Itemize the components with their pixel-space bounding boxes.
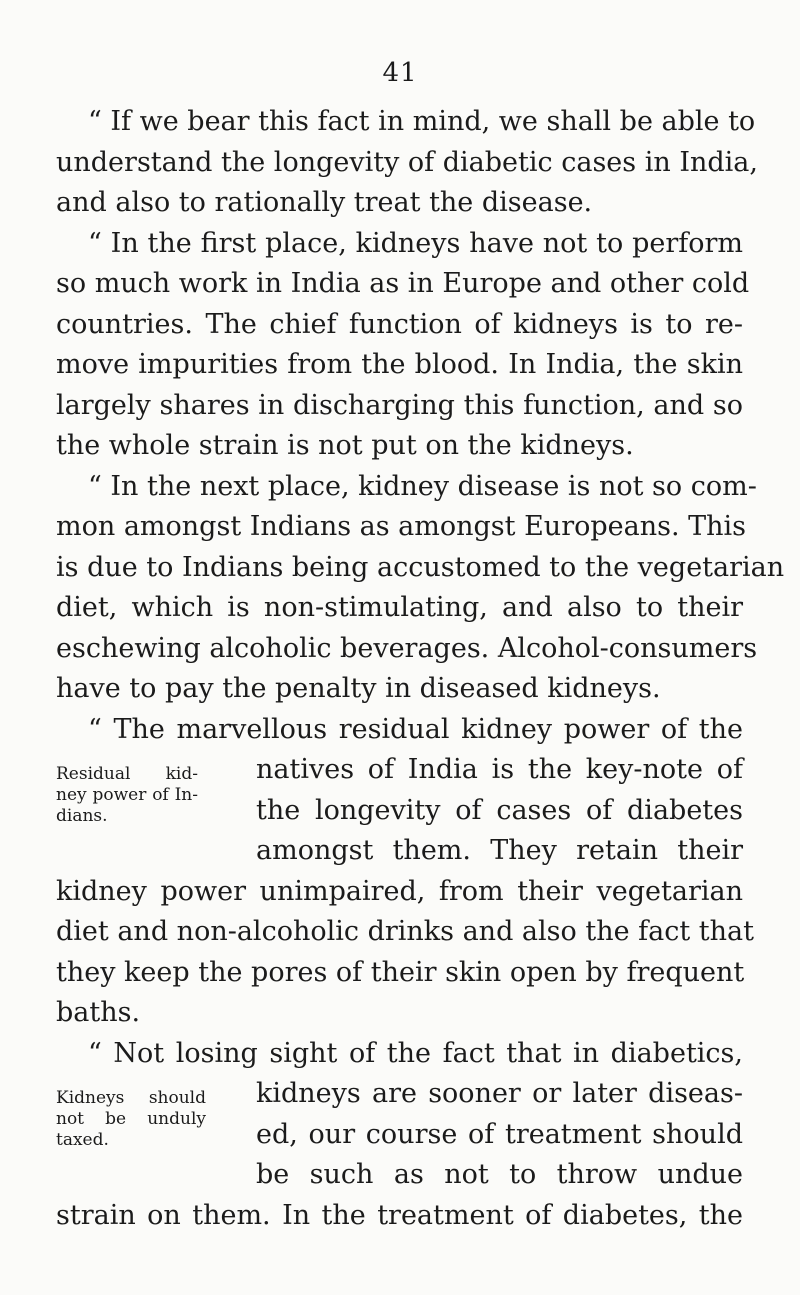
page-number: 41 [382, 58, 418, 88]
text-line: diet and non-alcoholic drinks and also the fact that [56, 916, 754, 947]
text-line: natives of India is the key-note of [256, 754, 743, 785]
text-line: ed, our course of treatment should [256, 1118, 743, 1150]
margin-note-line: taxed. [56, 1130, 109, 1150]
margin-note-kidneys-should-not-be-taxed [56, 1088, 206, 1151]
text-line: so much work in India as in Europe and other cold [56, 268, 750, 299]
text-line: amongst them. They retain their [256, 835, 743, 866]
text-line: largely shares in discharging this function, and so [56, 389, 743, 421]
margin-note-line: dians. [56, 806, 108, 826]
text-line: is due to Indians being accustomed to the vegetarian [56, 551, 785, 583]
text-line: “ In the next place, kidney disease is not so com- [88, 470, 757, 502]
text-line: “ The marvellous residual kidney power of the [88, 713, 743, 745]
text-line: the longevity of cases of diabetes [256, 794, 743, 826]
text-line: countries. The chief function of kidneys is to re- [56, 308, 743, 340]
text-line: the whole strain is not put on the kidneys. [56, 430, 634, 461]
text-line: understand the longevity of diabetic cases in India, [56, 146, 758, 178]
text-line: “ If we bear this fact in mind, we shall be able to [88, 106, 756, 137]
text-line: strain on them. In the treatment of diabetes, the [56, 1199, 743, 1231]
text-line: move impurities from the blood. In India, the skin [56, 349, 743, 380]
margin-note-residual-kidney-power [56, 764, 198, 827]
text-line: kidney power unimpaired, from their vegetarian [56, 875, 743, 907]
margin-note-line: Residual kid- [56, 764, 198, 784]
text-line: “ In the first place, kidneys have not to perform [88, 227, 743, 259]
text-line: mon amongst Indians as amongst Europeans. This [56, 511, 747, 542]
text-line: kidneys are sooner or later diseas- [256, 1078, 743, 1109]
text-line: eschewing alcoholic beverages. Alcohol-consumers [56, 632, 758, 664]
margin-note-line: Kidneys should [56, 1088, 206, 1108]
margin-note-line: ney power of In- [56, 785, 198, 805]
text-line: they keep the pores of their skin open by frequent [56, 956, 745, 988]
text-line: be such as not to throw undue [256, 1159, 743, 1190]
text-line: “ Not losing sight of the fact that in diabetics, [88, 1037, 743, 1069]
text-line: diet, which is non-stimulating, and also to their [56, 592, 743, 623]
margin-note-line: not be unduly [56, 1109, 206, 1129]
text-line: have to pay the penalty in diseased kidneys. [56, 673, 661, 704]
text-line: baths. [56, 997, 141, 1028]
text-line: and also to rationally treat the disease. [56, 187, 593, 218]
